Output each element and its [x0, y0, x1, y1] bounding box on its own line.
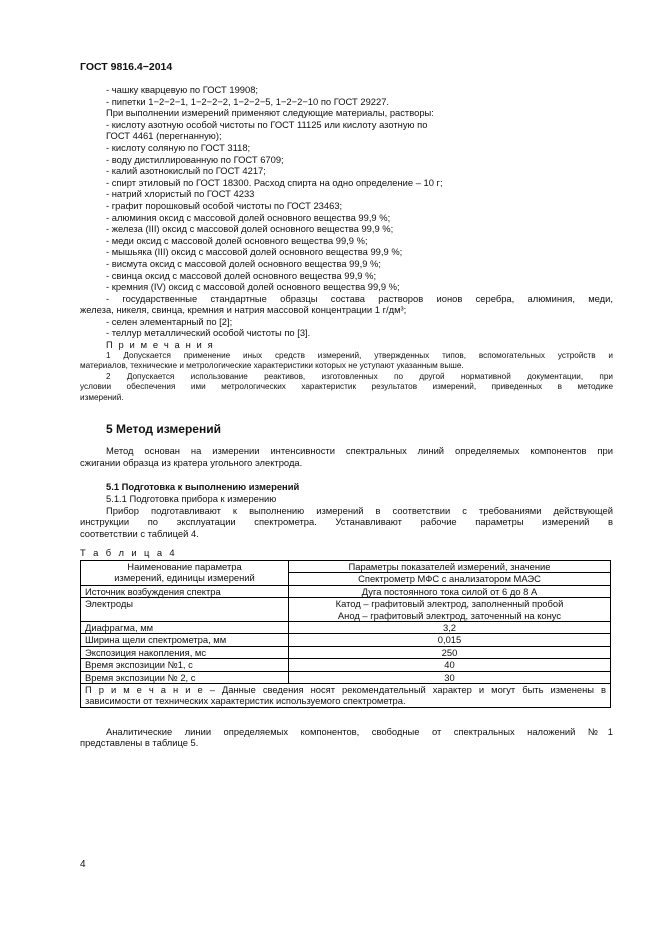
table-header-row [81, 560, 611, 585]
list-item: - меди оксид с массовой долей основного вещества 99,9 %; [106, 234, 368, 246]
table-row [81, 671, 611, 683]
cell-text: Катод – графитовый электрод, заполненный пробой [335, 598, 564, 610]
table-note-row [81, 684, 611, 708]
list-item: - железа (III) оксид с массовой долей основного вещества 99,9 %; [106, 223, 394, 235]
list-item: - селен элементарный по [2]; [106, 315, 233, 327]
standard-code-header: ГОСТ 9816.4−2014 [80, 61, 173, 73]
table-cell: Время экспозиции №1, с [81, 659, 289, 671]
section-5-1-1-line3: соответствии с таблицей 4. [80, 527, 199, 539]
note-2-line3: измерений. [80, 393, 124, 403]
table-cell: Источник возбуждения спектра [81, 585, 289, 597]
notes-block [80, 351, 613, 404]
table-cell: 30 [289, 671, 611, 683]
header-text: Параметры показателей измерений, значение [289, 561, 610, 573]
table-cell: Ширина щели спектрометра, мм [81, 634, 289, 646]
note-2-line1: 2 Допускается использование реактивов, изготовленных по другой нормативной документации, при [106, 371, 613, 381]
header-text: Спектрометр МФС с анализатором МАЭС [358, 573, 541, 585]
header-text: измерений, единицы измерений [114, 572, 255, 584]
table-cell: 40 [289, 659, 611, 671]
table-cell: Диафрагма, мм [81, 622, 289, 634]
section-5-heading: 5 Метод измерений [106, 421, 221, 436]
note-2-line2: условии обеспечения ими метрологических характеристик результатов измерений, приведенных в методике [80, 382, 613, 392]
table-header-cell [81, 560, 289, 585]
cell-text: Анод – графитовый электрод, заточенный на конус [337, 609, 562, 621]
list-item-gso-line2: железа, никеля, свинца, кремния и натрия массовой концентрации 1 г/дм³; [80, 304, 407, 316]
table-header-cell [289, 560, 611, 585]
table-cell: Дуга постоянного тока силой от 6 до 8 А [289, 585, 611, 597]
section-5-1-heading: 5.1 Подготовка к выполнению измерений [106, 481, 300, 493]
list-item: - калий азотнокислый по ГОСТ 4217; [106, 165, 266, 177]
list-item: - кислоту азотную особой чистоты по ГОСТ 11125 или кислоту азотную по [106, 118, 428, 130]
list-item: - теллур металлический особой чистоты по [3]. [106, 327, 311, 339]
table-cell: 250 [289, 646, 611, 658]
table-row [81, 598, 611, 622]
list-item: - кремния (IV) оксид с массовой долей основного вещества 99,9 %; [106, 281, 400, 293]
list-item: - чашку кварцевую по ГОСТ 19908; [106, 84, 259, 95]
header-text: Наименование параметра [127, 560, 242, 572]
list-item-gso-line1: - государственные стандартные образцы состава растворов ионов серебра, алюминия, меди, [106, 292, 613, 304]
section-5-1-1-heading: 5.1.1 Подготовка прибора к измерению [106, 493, 277, 504]
table-row [81, 646, 611, 658]
table-cell: Время экспозиции № 2, с [81, 671, 289, 683]
notes-title: П р и м е ч а н и я [106, 339, 215, 351]
final-paragraph-line1: Аналитические линии определяемых компонентов, свободные от спектральных наложений №1 [106, 725, 613, 737]
paragraph: При выполнении измерений применяют следующие материалы, растворы: [106, 107, 434, 119]
table-cell [289, 598, 611, 622]
table-cell: Электроды [81, 598, 289, 622]
page-number: 4 [80, 859, 86, 870]
table-note-line2: зависимости от технических характеристик используемого спектрометра. [85, 695, 406, 707]
table-row [81, 585, 611, 597]
list-item: - алюминия оксид с массовой долей основного вещества 99,9 %; [106, 211, 391, 223]
list-item: - натрий хлористый по ГОСТ 4233 [106, 188, 255, 200]
list-item: - спирт этиловый по ГОСТ 18300. Расход спирта на одно определение – 10 г; [106, 176, 443, 188]
list-item-continuation: ГОСТ 4461 (перегнанную); [106, 130, 222, 142]
list-item: - свинца оксид с массовой долей основного вещества 99,9 %; [106, 269, 377, 281]
table-note-line1: П р и м е ч а н и е – Данные сведения носят рекомендательный характер и могут быть изменены в [85, 684, 606, 696]
list-item: - пипетки 1−2−2−1, 1−2−2−2, 1−2−2−5, 1−2−2−10 по ГОСТ 29227. [106, 95, 390, 107]
final-paragraph-line2: представлены в таблице 5. [80, 737, 199, 749]
table-note-cell [81, 684, 611, 708]
table-row [81, 622, 611, 634]
table-4-caption: Т а б л и ц а 4 [80, 547, 178, 559]
list-item: - кислоту соляную по ГОСТ 3118; [106, 141, 251, 153]
section-5-paragraph-line1: Метод основан на измерении интенсивности спектральных линий определяемых компонентов при [106, 445, 613, 457]
page-body [80, 84, 613, 749]
section-5-paragraph-line2: сжигании образца из кратера угольного электрода. [80, 456, 303, 468]
table-row [81, 634, 611, 646]
list-item: - мышьяка (III) оксид с массовой долей основного вещества 99,9 %; [106, 246, 403, 258]
list-item: - графит порошковый особой чистоты по ГОСТ 23463; [106, 199, 343, 211]
table-cell: Экспозиция накопления, мс [81, 646, 289, 658]
note-1-line2: материалов, технические и метрологические характеристики которых не уступают указанным выше. [80, 361, 464, 371]
table-cell: 0,015 [289, 634, 611, 646]
note-1-line1: 1 Допускается применение иных средств измерений, утвержденных типов, вспомогательных устройств и [106, 350, 613, 360]
list-item: - висмута оксид с массовой долей основного вещества 99,9 %; [106, 257, 381, 269]
section-5-1-1-line2: инструкции по эксплуатации спектрометра. Устанавливают рабочие параметры измерений в [80, 516, 613, 528]
section-5-1-1-line1: Прибор подготавливают к выполнению измерений в соответствии с требованиями действующей [106, 504, 613, 516]
table-4 [80, 560, 611, 708]
table-cell: 3,2 [289, 622, 611, 634]
table-row [81, 659, 611, 671]
list-item: - воду дистиллированную по ГОСТ 6709; [106, 153, 284, 165]
